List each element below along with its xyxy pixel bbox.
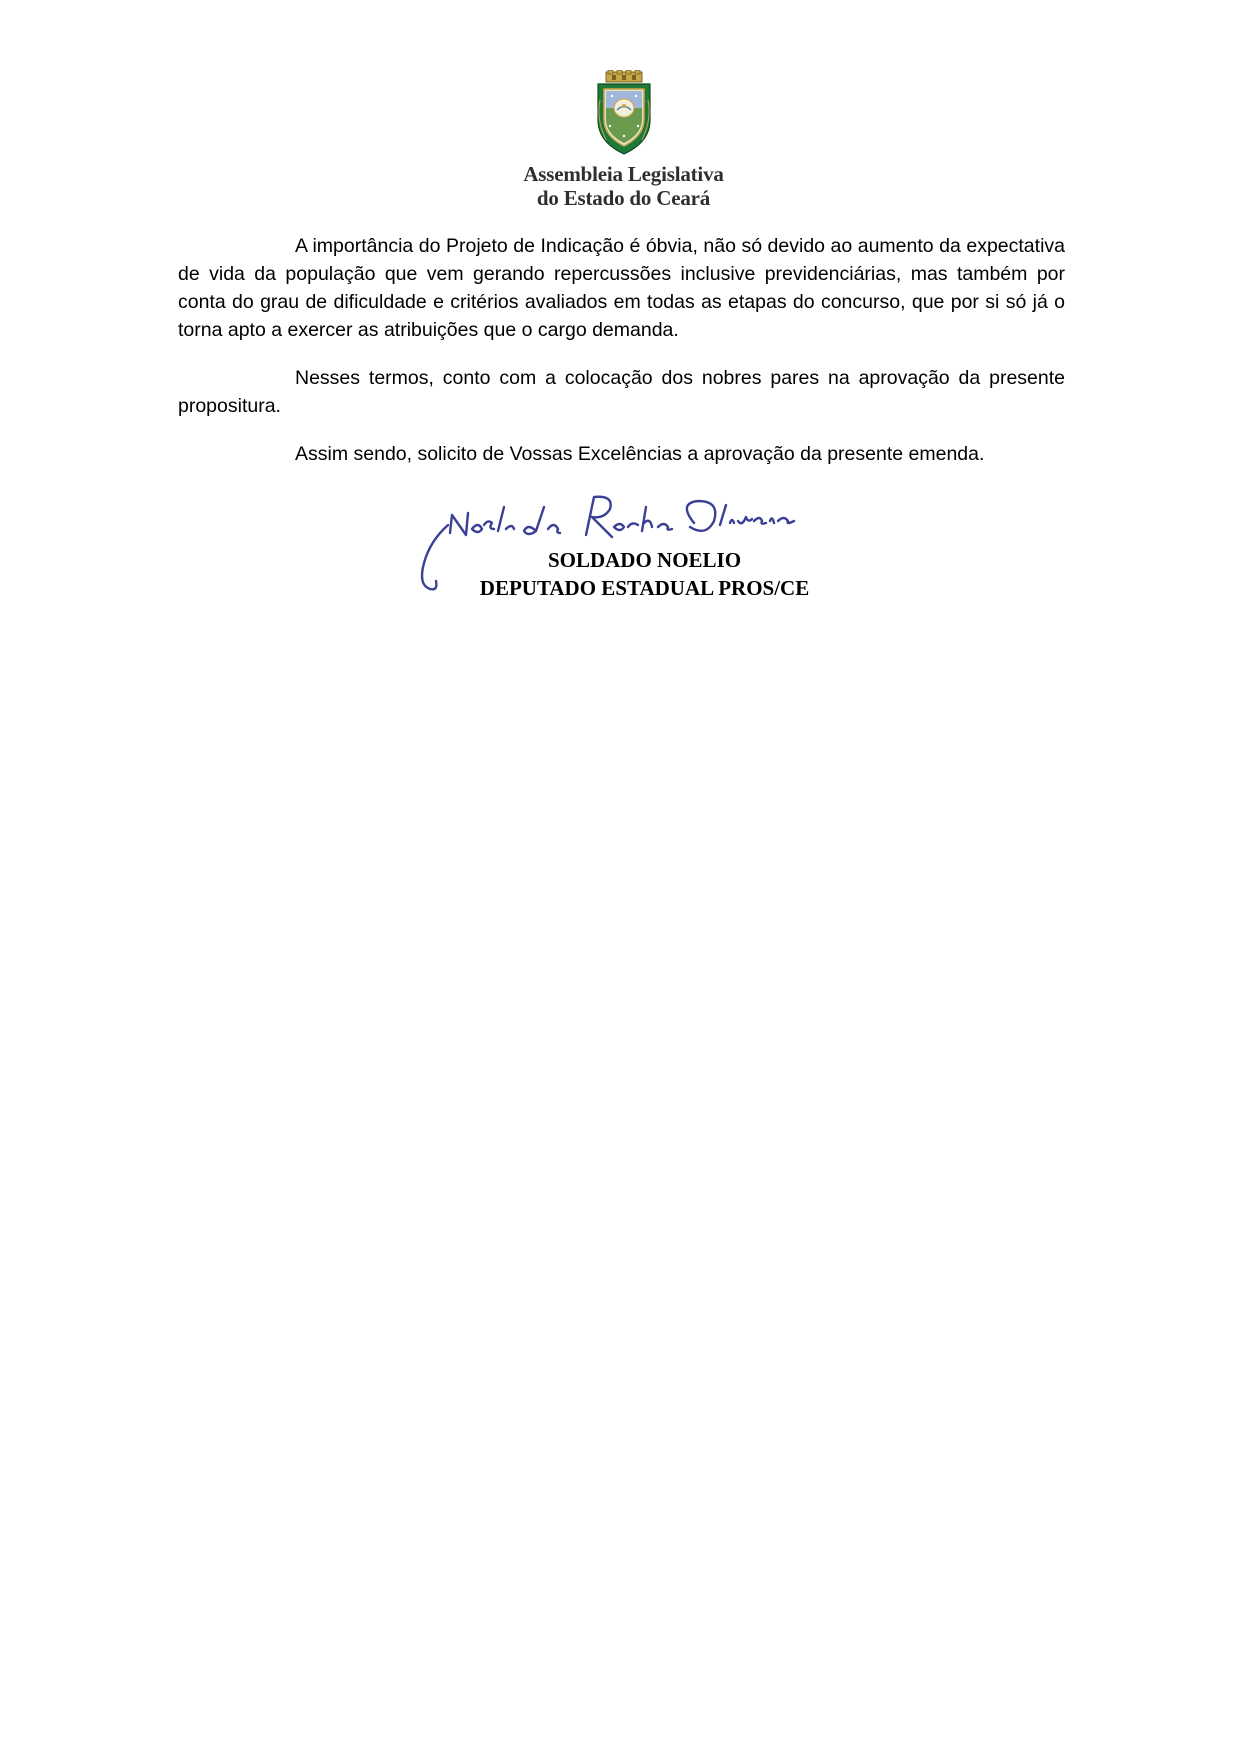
paragraph-2: Nesses termos, conto com a colocação dos nobres pares na aprovação da presente propositura. (178, 367, 1065, 417)
document-body (178, 232, 1065, 468)
letterhead (0, 70, 1247, 210)
org-name-line1: Assembleia Legislativa (523, 162, 724, 186)
ceara-coat-of-arms-icon (592, 70, 656, 156)
org-name-line2: do Estado do Ceará (536, 186, 711, 210)
signer-title: DEPUTADO ESTADUAL PROS/CE (479, 576, 810, 600)
paragraph-1: A importância do Projeto de Indicação é óbvia, não só devido ao aumento da expectativa de vida da população que vem gerando repercussões inclusive previdenciárias, mas também por conta do grau de dificuldade e critérios avaliados em todas as etapas do concurso, que por si só já o torna apto a exercer as atribuições que o cargo demanda. (178, 235, 1065, 341)
signer-name: SOLDADO NOELIO (547, 548, 742, 572)
paragraph-3: Assim sendo, solicito de Vossas Excelências a aprovação da presente emenda. (295, 443, 985, 465)
